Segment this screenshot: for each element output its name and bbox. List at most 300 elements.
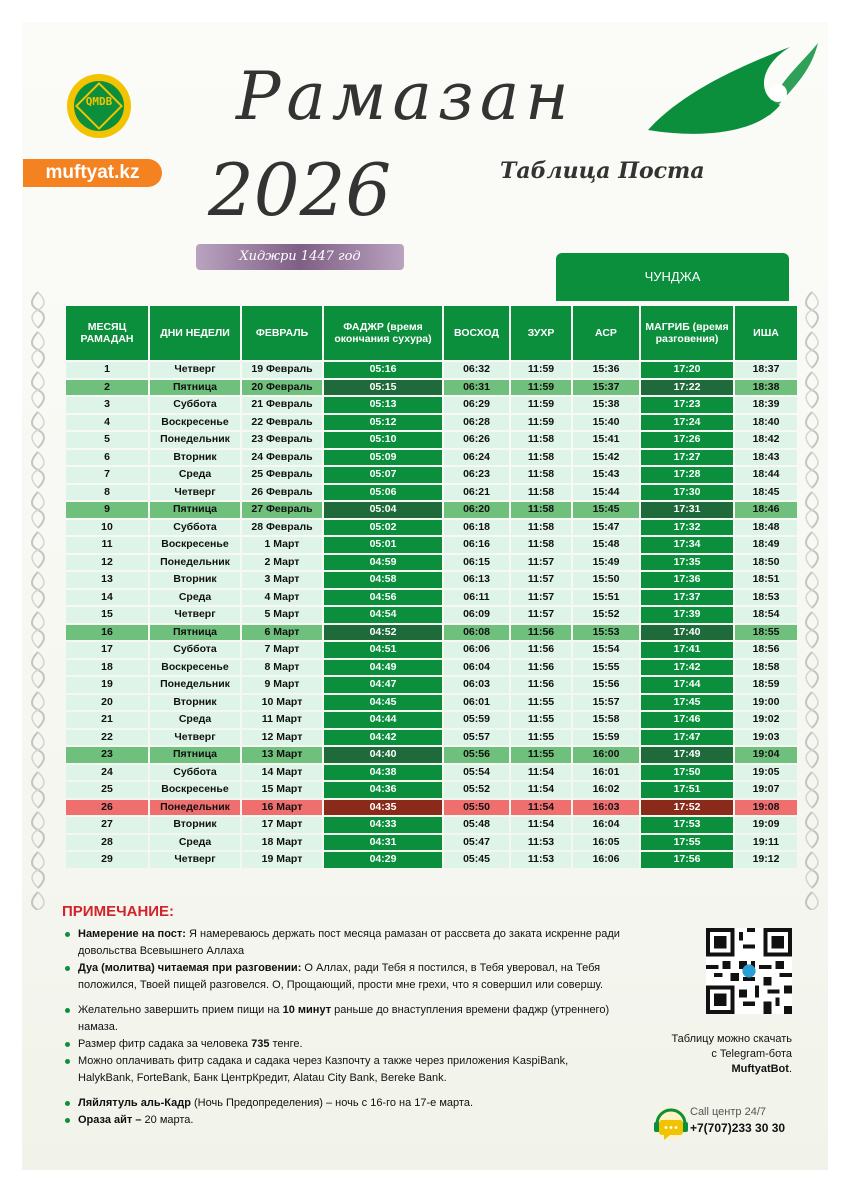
qr-line1: Таблицу можно скачать [671,1033,792,1045]
cell-maghrib: 17:26 [641,432,733,448]
col-fajr: ФАДЖР (время окончания сухура) [324,306,442,360]
table-row [66,397,797,413]
cell-isha: 18:44 [735,467,797,483]
cell-weekday: Понедельник [150,677,240,693]
notes-title: ПРИМЕЧАНИЕ: [62,903,175,920]
table-row [66,817,797,833]
cell-weekday: Понедельник [150,555,240,571]
cell-ramadan-day: 10 [66,520,148,536]
cell-sunrise: 05:48 [444,817,509,833]
cell-asr: 16:04 [573,817,639,833]
cell-isha: 18:50 [735,555,797,571]
cell-ramadan-day: 27 [66,817,148,833]
site-link[interactable]: muftyat.kz [23,159,162,187]
cell-ramadan-day: 9 [66,502,148,518]
col-sunrise: ВОСХОД [444,306,509,360]
cell-ramadan-day: 15 [66,607,148,623]
cell-sunrise: 06:04 [444,660,509,676]
table-row [66,660,797,676]
cell-isha: 18:59 [735,677,797,693]
cell-dhuhr: 11:56 [511,642,571,658]
note-eid: Ораза айт – 20 марта. [62,1112,622,1129]
cell-weekday: Среда [150,590,240,606]
cell-sunrise: 06:32 [444,362,509,378]
cell-date: 11 Март [242,712,322,728]
table-row [66,800,797,816]
cell-ramadan-day: 7 [66,467,148,483]
cell-weekday: Суббота [150,765,240,781]
call-center-phone[interactable]: +7(707)233 30 30 [690,1121,786,1135]
qr-code-icon[interactable] [706,928,792,1014]
cell-maghrib: 17:50 [641,765,733,781]
cell-sunrise: 05:52 [444,782,509,798]
cell-weekday: Суббота [150,520,240,536]
cell-sunrise: 06:06 [444,642,509,658]
cell-maghrib: 17:23 [641,397,733,413]
cell-date: 25 Февраль [242,467,322,483]
cell-ramadan-day: 12 [66,555,148,571]
cell-dhuhr: 11:55 [511,730,571,746]
cell-isha: 18:45 [735,485,797,501]
cell-weekday: Пятница [150,380,240,396]
cell-fajr: 04:47 [324,677,442,693]
cell-sunrise: 06:23 [444,467,509,483]
border-ornament-right [800,290,824,910]
cell-isha: 19:12 [735,852,797,868]
cell-weekday: Четверг [150,730,240,746]
cell-maghrib: 17:36 [641,572,733,588]
cell-ramadan-day: 3 [66,397,148,413]
cell-maghrib: 17:39 [641,607,733,623]
cell-asr: 15:38 [573,397,639,413]
cell-maghrib: 17:45 [641,695,733,711]
region-header: ЧУНДЖА [556,253,789,301]
table-row [66,485,797,501]
cell-date: 28 Февраль [242,520,322,536]
cell-date: 15 Март [242,782,322,798]
cell-weekday: Среда [150,712,240,728]
cell-fajr: 05:06 [324,485,442,501]
cell-sunrise: 06:28 [444,415,509,431]
cell-isha: 18:49 [735,537,797,553]
cell-isha: 19:03 [735,730,797,746]
cell-maghrib: 17:31 [641,502,733,518]
cell-asr: 15:56 [573,677,639,693]
hijri-year-banner: Хиджри 1447 год [196,244,404,270]
col-ramadan-day: МЕСЯЦ РАМАДАН [66,306,148,360]
cell-sunrise: 06:09 [444,607,509,623]
cell-maghrib: 17:27 [641,450,733,466]
table-row [66,502,797,518]
cell-fajr: 05:15 [324,380,442,396]
note-dua: Дуа (молитва) читаемая при разговении: О Аллах, ради Тебя я постился, в Тебя уверовал, на Тебя положился, Твоей пищей разговелся. О, Прощающий, прости мне грехи, что я совершил или совершу. [62,960,622,994]
cell-isha: 19:04 [735,747,797,763]
cell-maghrib: 17:44 [641,677,733,693]
cell-weekday: Четверг [150,485,240,501]
table-row [66,625,797,641]
cell-sunrise: 06:29 [444,397,509,413]
cell-asr: 16:03 [573,800,639,816]
cell-sunrise: 06:15 [444,555,509,571]
cell-fajr: 05:01 [324,537,442,553]
cell-isha: 18:39 [735,397,797,413]
cell-dhuhr: 11:58 [511,467,571,483]
cell-weekday: Вторник [150,572,240,588]
cell-dhuhr: 11:54 [511,782,571,798]
page-title: Рамазан [236,58,575,135]
cell-fajr: 04:51 [324,642,442,658]
cell-asr: 15:53 [573,625,639,641]
cell-fajr: 04:35 [324,800,442,816]
cell-fajr: 05:07 [324,467,442,483]
cell-maghrib: 17:34 [641,537,733,553]
cell-date: 18 Март [242,835,322,851]
cell-fajr: 04:42 [324,730,442,746]
cell-weekday: Пятница [150,625,240,641]
cell-sunrise: 05:57 [444,730,509,746]
cell-sunrise: 06:13 [444,572,509,588]
cell-ramadan-day: 26 [66,800,148,816]
cell-dhuhr: 11:56 [511,677,571,693]
cell-ramadan-day: 4 [66,415,148,431]
cell-weekday: Четверг [150,607,240,623]
cell-asr: 16:01 [573,765,639,781]
cell-fajr: 05:12 [324,415,442,431]
cell-ramadan-day: 16 [66,625,148,641]
call-center-icon [648,1100,694,1146]
qr-line2: с Telegram-бота [711,1048,792,1060]
table-row [66,380,797,396]
cell-fajr: 04:44 [324,712,442,728]
cell-sunrise: 06:20 [444,502,509,518]
cell-ramadan-day: 8 [66,485,148,501]
col-isha: ИША [735,306,797,360]
cell-asr: 15:54 [573,642,639,658]
table-row [66,712,797,728]
cell-sunrise: 05:50 [444,800,509,816]
table-row [66,782,797,798]
table-row [66,415,797,431]
cell-asr: 15:57 [573,695,639,711]
cell-maghrib: 17:55 [641,835,733,851]
cell-fajr: 05:10 [324,432,442,448]
cell-sunrise: 06:11 [444,590,509,606]
cell-sunrise: 06:03 [444,677,509,693]
cell-maghrib: 17:20 [641,362,733,378]
cell-asr: 15:42 [573,450,639,466]
call-center [690,1104,785,1136]
cell-ramadan-day: 23 [66,747,148,763]
cell-date: 20 Февраль [242,380,322,396]
cell-maghrib: 17:40 [641,625,733,641]
cell-asr: 15:36 [573,362,639,378]
cell-dhuhr: 11:53 [511,835,571,851]
cell-date: 10 Март [242,695,322,711]
cell-ramadan-day: 22 [66,730,148,746]
cell-weekday: Вторник [150,817,240,833]
cell-weekday: Вторник [150,450,240,466]
cell-maghrib: 17:47 [641,730,733,746]
table-row [66,765,797,781]
table-row [66,730,797,746]
cell-isha: 18:48 [735,520,797,536]
cell-weekday: Вторник [150,695,240,711]
cell-ramadan-day: 21 [66,712,148,728]
cell-asr: 15:51 [573,590,639,606]
year-title: 2026 [208,148,392,232]
cell-weekday: Воскресенье [150,782,240,798]
cell-maghrib: 17:52 [641,800,733,816]
cell-fajr: 04:52 [324,625,442,641]
cell-asr: 15:40 [573,415,639,431]
cell-ramadan-day: 19 [66,677,148,693]
qr-bot-name[interactable]: MuftyatBot [731,1063,789,1075]
cell-date: 5 Март [242,607,322,623]
table-header-row [66,306,797,360]
cell-date: 17 Март [242,817,322,833]
cell-maghrib: 17:35 [641,555,733,571]
cell-fajr: 04:29 [324,852,442,868]
table-row [66,555,797,571]
cell-date: 16 Март [242,800,322,816]
cell-isha: 19:02 [735,712,797,728]
cell-ramadan-day: 6 [66,450,148,466]
cell-ramadan-day: 24 [66,765,148,781]
cell-sunrise: 06:21 [444,485,509,501]
cell-asr: 15:58 [573,712,639,728]
cell-fajr: 04:38 [324,765,442,781]
fasting-schedule-table [64,304,799,870]
call-center-label: Call центр 24/7 [690,1106,766,1118]
cell-weekday: Понедельник [150,432,240,448]
notes-section [62,903,622,1129]
cell-dhuhr: 11:58 [511,450,571,466]
cell-dhuhr: 11:55 [511,747,571,763]
cell-date: 19 Февраль [242,362,322,378]
cell-sunrise: 06:08 [444,625,509,641]
col-weekday: ДНИ НЕДЕЛИ [150,306,240,360]
cell-maghrib: 17:53 [641,817,733,833]
cell-ramadan-day: 5 [66,432,148,448]
cell-ramadan-day: 18 [66,660,148,676]
cell-isha: 18:54 [735,607,797,623]
cell-dhuhr: 11:55 [511,712,571,728]
table-row [66,450,797,466]
cell-maghrib: 17:28 [641,467,733,483]
cell-fajr: 05:16 [324,362,442,378]
cell-dhuhr: 11:54 [511,817,571,833]
table-row [66,695,797,711]
logo-text: QMDB [85,95,113,108]
cell-date: 4 Март [242,590,322,606]
cell-fajr: 04:56 [324,590,442,606]
cell-asr: 16:06 [573,852,639,868]
cell-date: 2 Март [242,555,322,571]
cell-asr: 15:50 [573,572,639,588]
cell-ramadan-day: 1 [66,362,148,378]
cell-fajr: 05:09 [324,450,442,466]
cell-fajr: 04:33 [324,817,442,833]
cell-dhuhr: 11:54 [511,765,571,781]
cell-weekday: Пятница [150,747,240,763]
cell-maghrib: 17:32 [641,520,733,536]
cell-ramadan-day: 2 [66,380,148,396]
cell-date: 23 Февраль [242,432,322,448]
cell-isha: 19:11 [735,835,797,851]
cell-sunrise: 05:54 [444,765,509,781]
cell-maghrib: 17:24 [641,415,733,431]
cell-date: 24 Февраль [242,450,322,466]
cell-asr: 15:44 [573,485,639,501]
cell-ramadan-day: 20 [66,695,148,711]
cell-date: 14 Март [242,765,322,781]
cell-isha: 18:53 [735,590,797,606]
cell-maghrib: 17:42 [641,660,733,676]
cell-sunrise: 06:01 [444,695,509,711]
cell-maghrib: 17:56 [641,852,733,868]
cell-fajr: 04:36 [324,782,442,798]
cell-dhuhr: 11:59 [511,397,571,413]
table-row [66,432,797,448]
table-row [66,572,797,588]
cell-ramadan-day: 14 [66,590,148,606]
border-ornament-left [26,290,50,910]
cell-isha: 18:51 [735,572,797,588]
cell-date: 12 Март [242,730,322,746]
cell-dhuhr: 11:59 [511,380,571,396]
cell-dhuhr: 11:55 [511,695,571,711]
table-row [66,677,797,693]
cell-fajr: 04:59 [324,555,442,571]
cell-ramadan-day: 29 [66,852,148,868]
cell-sunrise: 05:59 [444,712,509,728]
cell-weekday: Суббота [150,397,240,413]
cell-ramadan-day: 25 [66,782,148,798]
table-row [66,607,797,623]
cell-asr: 15:37 [573,380,639,396]
cell-weekday: Понедельник [150,800,240,816]
cell-fajr: 05:13 [324,397,442,413]
table-row [66,467,797,483]
table-row [66,520,797,536]
cell-date: 19 Март [242,852,322,868]
cell-date: 7 Март [242,642,322,658]
col-maghrib: МАГРИБ (время разговения) [641,306,733,360]
cell-fajr: 04:49 [324,660,442,676]
cell-date: 21 Февраль [242,397,322,413]
cell-fajr: 05:02 [324,520,442,536]
col-dhuhr: ЗУХР [511,306,571,360]
cell-sunrise: 05:56 [444,747,509,763]
cell-isha: 18:55 [735,625,797,641]
cell-date: 27 Февраль [242,502,322,518]
col-asr: АСР [573,306,639,360]
cell-dhuhr: 11:56 [511,660,571,676]
decorative-leaf [640,35,820,145]
cell-asr: 15:41 [573,432,639,448]
cell-ramadan-day: 17 [66,642,148,658]
cell-weekday: Суббота [150,642,240,658]
cell-date: 9 Март [242,677,322,693]
cell-asr: 15:59 [573,730,639,746]
cell-dhuhr: 11:56 [511,625,571,641]
cell-ramadan-day: 11 [66,537,148,553]
cell-isha: 18:42 [735,432,797,448]
cell-weekday: Четверг [150,852,240,868]
cell-ramadan-day: 13 [66,572,148,588]
cell-asr: 15:48 [573,537,639,553]
cell-sunrise: 05:47 [444,835,509,851]
cell-fajr: 04:45 [324,695,442,711]
cell-fajr: 04:40 [324,747,442,763]
cell-dhuhr: 11:58 [511,520,571,536]
cell-date: 6 Март [242,625,322,641]
cell-dhuhr: 11:58 [511,485,571,501]
table-row [66,590,797,606]
cell-maghrib: 17:37 [641,590,733,606]
cell-weekday: Четверг [150,362,240,378]
cell-isha: 19:05 [735,765,797,781]
note-fitr: Размер фитр садака за человека 735 тенге. [62,1036,622,1053]
cell-date: 3 Март [242,572,322,588]
cell-dhuhr: 11:57 [511,607,571,623]
cell-asr: 15:49 [573,555,639,571]
table-row [66,852,797,868]
cell-asr: 16:02 [573,782,639,798]
cell-dhuhr: 11:59 [511,362,571,378]
cell-asr: 15:43 [573,467,639,483]
cell-weekday: Среда [150,835,240,851]
cell-date: 1 Март [242,537,322,553]
cell-dhuhr: 11:58 [511,432,571,448]
cell-asr: 15:47 [573,520,639,536]
cell-date: 8 Март [242,660,322,676]
cell-maghrib: 17:22 [641,380,733,396]
cell-asr: 15:45 [573,502,639,518]
cell-isha: 18:40 [735,415,797,431]
cell-isha: 18:56 [735,642,797,658]
cell-sunrise: 06:16 [444,537,509,553]
table-row [66,835,797,851]
table-row [66,537,797,553]
cell-asr: 16:00 [573,747,639,763]
col-date: ФЕВРАЛЬ [242,306,322,360]
cell-sunrise: 06:26 [444,432,509,448]
cell-asr: 16:05 [573,835,639,851]
cell-fajr: 05:04 [324,502,442,518]
cell-weekday: Среда [150,467,240,483]
table-row [66,642,797,658]
table-body [66,362,797,868]
cell-asr: 15:52 [573,607,639,623]
note-finish-meal: Желательно завершить прием пищи на 10 минут раньше до внаступления времени фаджр (утреннего) намаза. [62,1002,622,1036]
cell-dhuhr: 11:57 [511,572,571,588]
cell-date: 13 Март [242,747,322,763]
cell-weekday: Воскресенье [150,660,240,676]
cell-fajr: 04:31 [324,835,442,851]
note-qadr: Ляйлятуль аль-Кадр (Ночь Предопределения) – ночь с 16-го на 17-е марта. [62,1095,622,1112]
cell-maghrib: 17:49 [641,747,733,763]
cell-dhuhr: 11:54 [511,800,571,816]
cell-isha: 18:38 [735,380,797,396]
cell-dhuhr: 11:57 [511,590,571,606]
cell-sunrise: 06:18 [444,520,509,536]
subtitle: Таблица Поста [500,158,705,184]
cell-weekday: Воскресенье [150,415,240,431]
cell-fajr: 04:58 [324,572,442,588]
table-row [66,362,797,378]
qmdb-logo [66,73,132,139]
